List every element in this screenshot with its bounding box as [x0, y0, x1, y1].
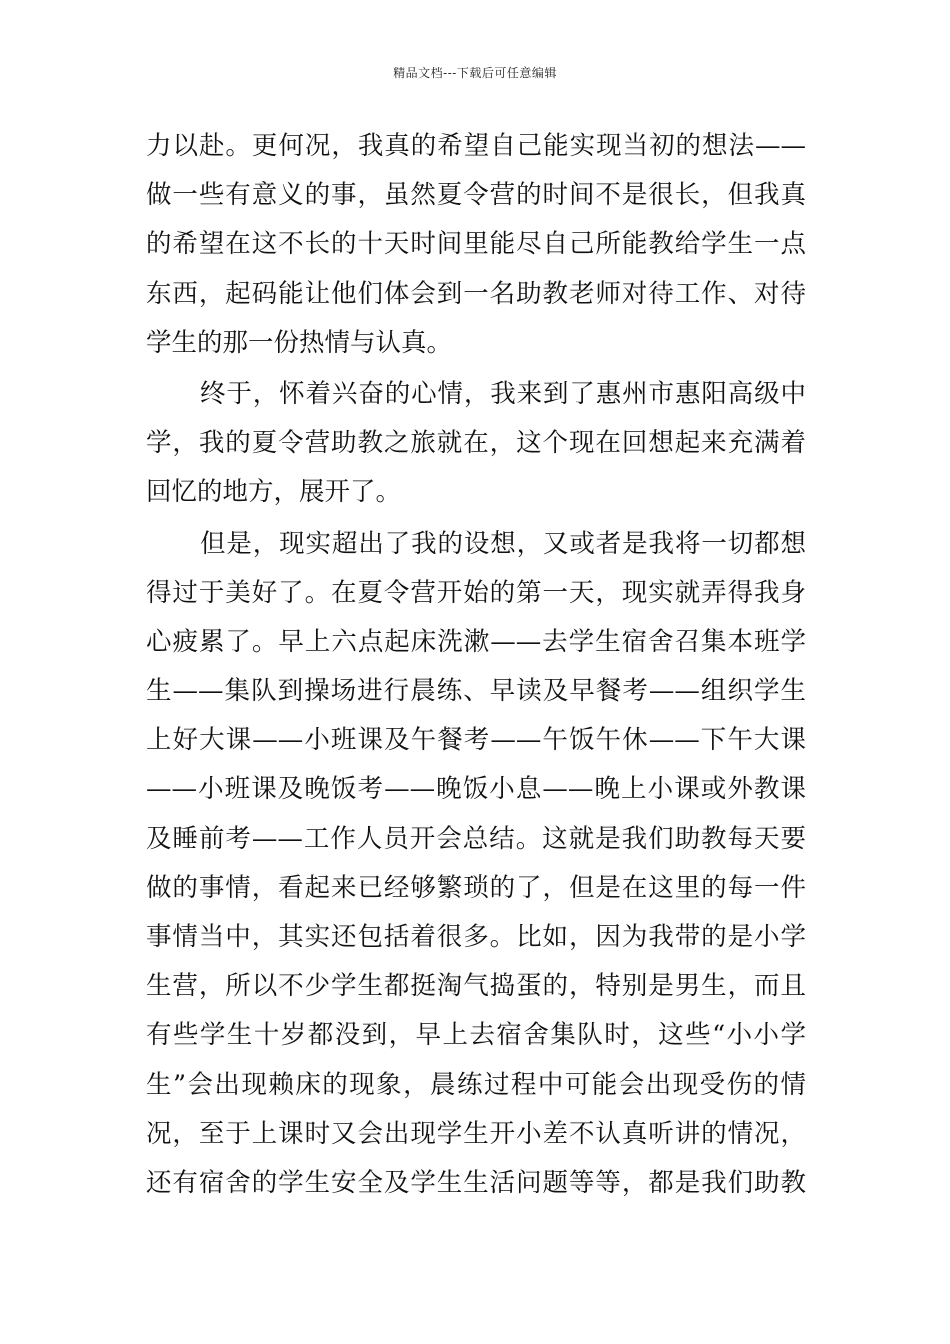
text-line: 事情当中，其实还包括着很多。比如，因为我带的是小学 — [146, 922, 806, 952]
text-line: 的希望在这不长的十天时间里能尽自己所能教给学生一点 — [146, 229, 806, 260]
text-line: 生营，所以不少学生都挺淘气捣蛋的，特别是男生，而且 — [146, 971, 806, 1002]
text-line: 但是，现实超出了我的设想，又或者是我将一切都想 — [200, 528, 806, 559]
text-line: 东西，起码能让他们体会到一名助教老师对待工作、对待 — [146, 278, 806, 309]
text-line: 心疲累了。早上六点起床洗漱——去学生宿舍召集本班学 — [146, 626, 806, 657]
document-body — [146, 122, 806, 1208]
text-line: 力以赴。更何况，我真的希望自己能实现当初的想法—— — [146, 131, 806, 161]
text-line: 得过于美好了。在夏令营开始的第一天，现实就弄得我身 — [146, 577, 806, 608]
paragraph-2 — [146, 370, 806, 518]
text-line: ——小班课及晚饭考——晚饭小息——晚上小课或外教课 — [146, 774, 806, 805]
page-header: 精品文档---下载后可任意编辑 — [393, 66, 557, 80]
text-line: 况，至于上课时又会出现学生开小差不认真听讲的情况， — [146, 1118, 806, 1149]
text-line: 有些学生十岁都没到，早上去宿舍集队时，这些“小小学 — [146, 1020, 806, 1051]
text-line: 做一些有意义的事，虽然夏令营的时间不是很长，但我真 — [146, 180, 806, 211]
text-line: 还有宿舍的学生安全及学生生活问题等等，都是我们助教 — [146, 1167, 806, 1198]
text-line: 生”会出现赖床的现象，晨练过程中可能会出现受伤的情 — [146, 1069, 806, 1100]
paragraph-3 — [146, 520, 806, 1209]
text-line: 上好大课——小班课及午餐考——午饭午休——下午大课 — [146, 725, 806, 756]
text-line: 做的事情，看起来已经够繁琐的了，但是在这里的每一件 — [146, 872, 806, 903]
paragraph-1 — [146, 122, 806, 368]
text-line: 学，我的夏令营助教之旅就在，这个现在回想起来充满着 — [146, 428, 806, 459]
text-line: 生——集队到操场进行晨练、早读及早餐考——组织学生 — [146, 676, 806, 707]
text-line: 学生的那一份热情与认真。 — [146, 327, 453, 358]
text-line: 回忆的地方，展开了。 — [146, 477, 402, 508]
text-line: 终于，怀着兴奋的心情，我来到了惠州市惠阳高级中 — [200, 378, 806, 409]
text-line: 及睡前考——工作人员开会总结。这就是我们助教每天要 — [146, 823, 806, 854]
